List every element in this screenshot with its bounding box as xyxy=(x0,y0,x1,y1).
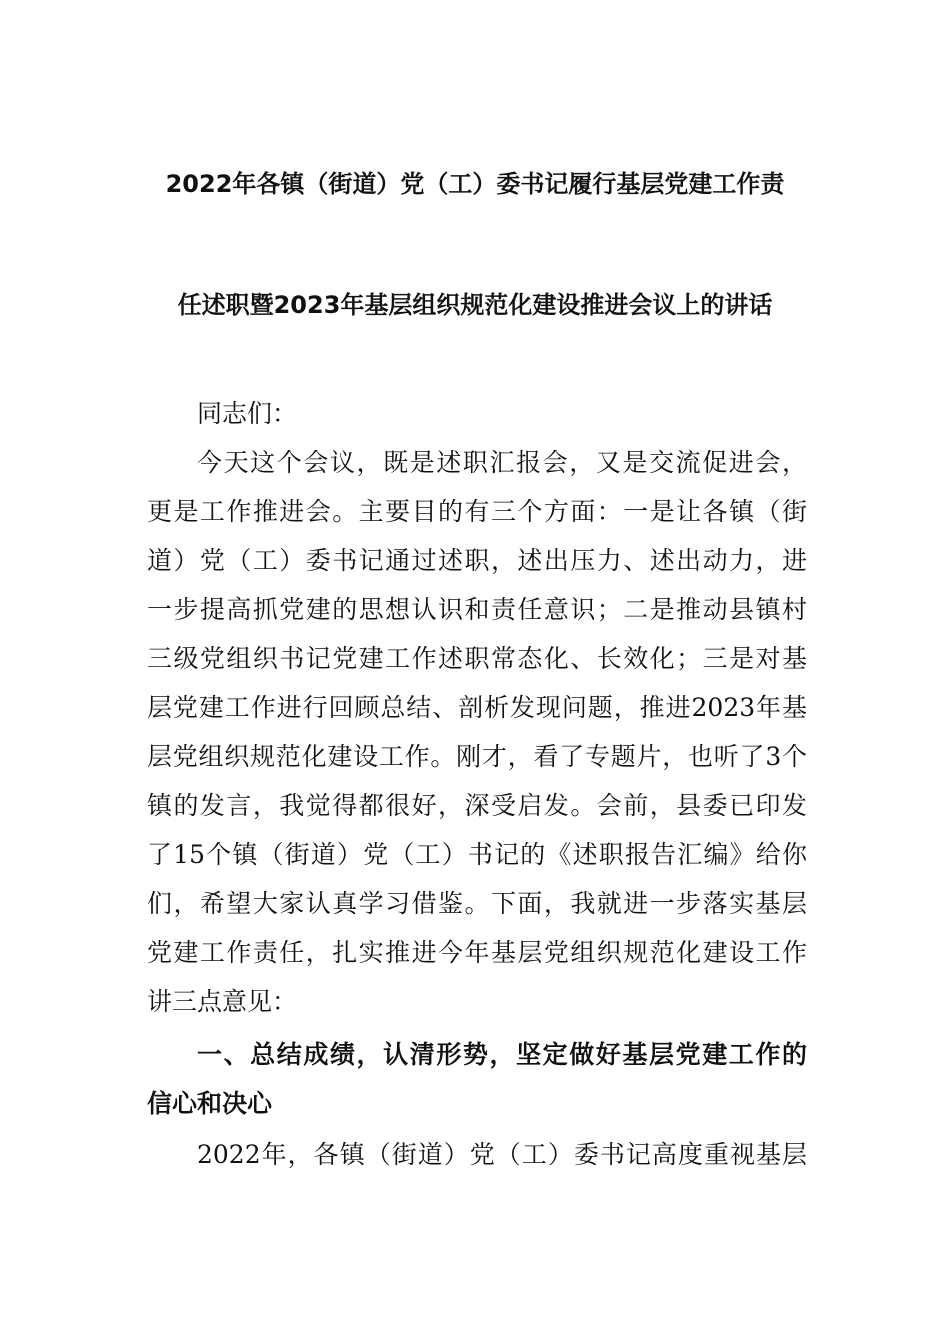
document-title-line-2: 任述职暨2023年基层组织规范化建设推进会议上的讲话 xyxy=(177,291,773,319)
paragraph-line: 一步提高抓党建的思想认识和责任意识；二是推动县镇村 xyxy=(147,595,807,624)
document-title-line-1: 2022年各镇（街道）党（工）委书记履行基层党建工作责 xyxy=(165,170,785,198)
paragraph-line: 层党组织规范化建设工作。刚才，看了专题片，也听了3个 xyxy=(147,742,807,771)
paragraph-line: 党建工作责任，扎实推进今年基层党组织规范化建设工作 xyxy=(147,938,807,967)
paragraph-line: 讲三点意见： xyxy=(147,987,298,1016)
paragraph-line: 今天这个会议，既是述职汇报会，又是交流促进会， xyxy=(197,448,807,477)
paragraph-line: 三级党组织书记党建工作述职常态化、长效化；三是对基 xyxy=(147,644,807,673)
salutation: 同志们： xyxy=(197,399,298,428)
paragraph-line: 了15个镇（街道）党（工）书记的《述职报告汇编》给你 xyxy=(147,840,807,869)
section-heading-line: 信心和决心 xyxy=(147,1089,273,1118)
paragraph-line: 道）党（工）委书记通过述职，述出压力、述出动力，进 xyxy=(147,546,807,575)
paragraph-line: 层党建工作进行回顾总结、剖析发现问题，推进2023年基 xyxy=(147,693,807,722)
section-heading-line: 一、总结成绩，认清形势，坚定做好基层党建工作的 xyxy=(197,1040,807,1069)
paragraph-line: 更是工作推进会。主要目的有三个方面：一是让各镇（街 xyxy=(147,497,807,526)
paragraph-line: 镇的发言，我觉得都很好，深受启发。会前，县委已印发 xyxy=(147,791,807,820)
paragraph-line: 们，希望大家认真学习借鉴。下面，我就进一步落实基层 xyxy=(147,889,807,918)
paragraph-line: 2022年，各镇（街道）党（工）委书记高度重视基层 xyxy=(197,1140,807,1169)
